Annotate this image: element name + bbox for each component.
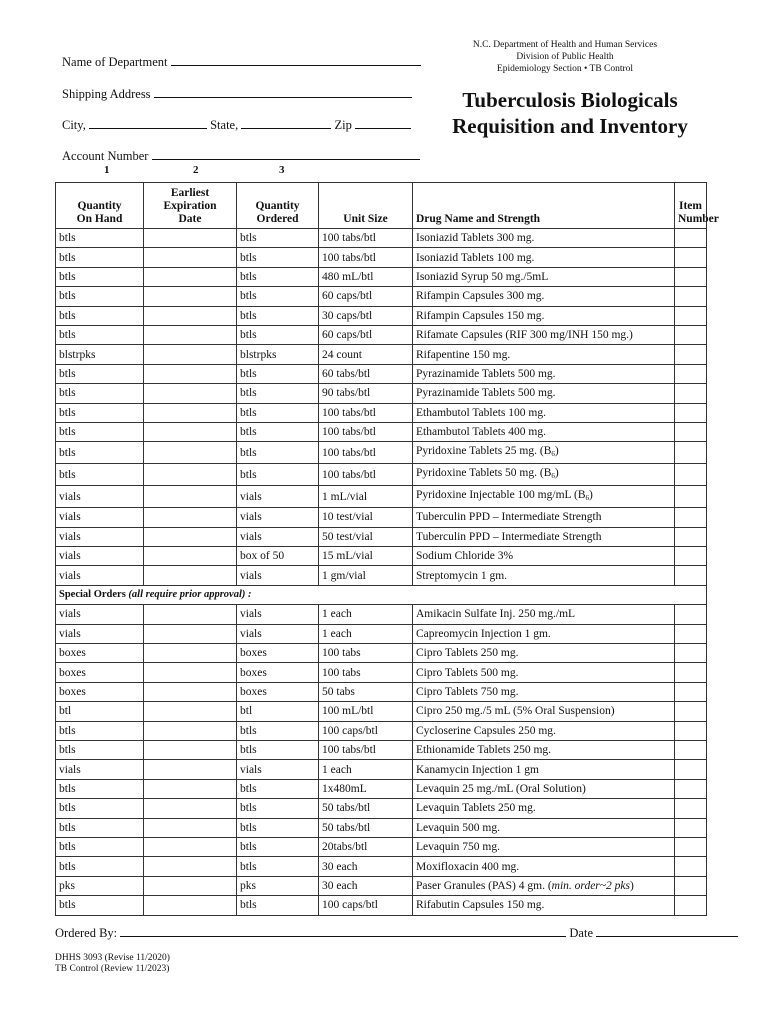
- on-hand-cell[interactable]: btls: [56, 306, 144, 325]
- expiration-cell[interactable]: [144, 837, 237, 856]
- drug-name-cell: Isoniazid Tablets 100 mg.: [413, 248, 675, 267]
- expiration-cell[interactable]: [144, 547, 237, 566]
- unit-size-cell: 15 mL/vial: [319, 547, 413, 566]
- expiration-cell[interactable]: [144, 325, 237, 344]
- expiration-cell[interactable]: [144, 364, 237, 383]
- expiration-cell[interactable]: [144, 760, 237, 779]
- on-hand-cell[interactable]: btls: [56, 740, 144, 759]
- table-row: [56, 364, 707, 383]
- on-hand-cell[interactable]: btls: [56, 857, 144, 876]
- on-hand-cell[interactable]: vials: [56, 508, 144, 527]
- on-hand-cell[interactable]: btls: [56, 837, 144, 856]
- unit-size-cell: 100 tabs/btl: [319, 248, 413, 267]
- zip-label: Zip: [334, 118, 352, 132]
- item-number-cell: [675, 422, 707, 441]
- expiration-cell[interactable]: [144, 682, 237, 701]
- table-row: [56, 287, 707, 306]
- ordered-by-label: Ordered By:: [55, 926, 118, 940]
- on-hand-cell[interactable]: vials: [56, 486, 144, 508]
- expiration-cell[interactable]: [144, 721, 237, 740]
- item-number-cell: [675, 721, 707, 740]
- unit-size-cell: 60 caps/btl: [319, 287, 413, 306]
- drug-name-cell: Sodium Chloride 3%: [413, 547, 675, 566]
- item-number-cell: [675, 403, 707, 422]
- ordered-cell[interactable]: box of 50: [237, 547, 319, 566]
- item-number-cell: [675, 702, 707, 721]
- table-row: [56, 702, 707, 721]
- item-number-cell: [675, 837, 707, 856]
- unit-size-cell: 60 tabs/btl: [319, 364, 413, 383]
- on-hand-cell[interactable]: vials: [56, 547, 144, 566]
- header-qty-on-hand: Quantity On Hand: [56, 183, 144, 229]
- ordered-cell[interactable]: btls: [237, 442, 319, 464]
- city-label: City,: [62, 118, 86, 132]
- table-row: [56, 682, 707, 701]
- shipping-label: Shipping Address: [62, 87, 151, 101]
- table-row: [56, 325, 707, 344]
- review-date: TB Control (Review 11/2023): [55, 964, 170, 974]
- ordered-cell[interactable]: vials: [237, 605, 319, 624]
- expiration-cell[interactable]: [144, 403, 237, 422]
- drug-name-cell: Rifamate Capsules (RIF 300 mg/INH 150 mg.): [413, 325, 675, 344]
- drug-name-cell: Streptomycin 1 gm.: [413, 566, 675, 585]
- table-row: [56, 624, 707, 643]
- drug-name-cell: Cipro Tablets 250 mg.: [413, 644, 675, 663]
- unit-size-cell: 30 each: [319, 876, 413, 895]
- table-row: [56, 248, 707, 267]
- unit-size-cell: 1 each: [319, 760, 413, 779]
- table-row: [56, 306, 707, 325]
- drug-name-cell: Moxifloxacin 400 mg.: [413, 857, 675, 876]
- unit-size-cell: 100 mL/btl: [319, 702, 413, 721]
- special-items: [56, 605, 707, 915]
- drug-name-cell: Isoniazid Tablets 300 mg.: [413, 229, 675, 248]
- ordered-cell[interactable]: vials: [237, 486, 319, 508]
- on-hand-cell[interactable]: btls: [56, 325, 144, 344]
- unit-size-cell: 30 caps/btl: [319, 306, 413, 325]
- on-hand-cell[interactable]: vials: [56, 527, 144, 546]
- department-label: Name of Department: [62, 55, 168, 69]
- item-number-cell: [675, 818, 707, 837]
- account-input-line[interactable]: [152, 148, 420, 160]
- expiration-cell[interactable]: [144, 248, 237, 267]
- state-input-line[interactable]: [241, 117, 331, 129]
- expiration-cell[interactable]: [144, 486, 237, 508]
- expiration-cell[interactable]: [144, 384, 237, 403]
- city-state-zip-field: [62, 117, 411, 133]
- ordered-cell[interactable]: blstrpks: [237, 345, 319, 364]
- ordered-cell[interactable]: boxes: [237, 663, 319, 682]
- expiration-cell[interactable]: [144, 267, 237, 286]
- ordered-cell[interactable]: btls: [237, 422, 319, 441]
- ordered-cell[interactable]: btls: [237, 364, 319, 383]
- table-row: [56, 837, 707, 856]
- ordered-cell[interactable]: btls: [237, 248, 319, 267]
- ordered-cell[interactable]: vials: [237, 624, 319, 643]
- drug-name-cell: Ethambutol Tablets 100 mg.: [413, 403, 675, 422]
- form-title: [430, 87, 710, 139]
- on-hand-cell[interactable]: btls: [56, 248, 144, 267]
- account-label: Account Number: [62, 149, 149, 163]
- item-number-cell: [675, 464, 707, 486]
- drug-name-cell: Levaquin Tablets 250 mg.: [413, 799, 675, 818]
- ordered-cell[interactable]: boxes: [237, 682, 319, 701]
- drug-name-cell: Cipro Tablets 750 mg.: [413, 682, 675, 701]
- ordered-cell[interactable]: btls: [237, 325, 319, 344]
- table-header-row: [56, 183, 707, 229]
- item-number-cell: [675, 325, 707, 344]
- table-row: [56, 896, 707, 915]
- expiration-cell[interactable]: [144, 306, 237, 325]
- item-number-cell: [675, 306, 707, 325]
- ordered-cell[interactable]: btls: [237, 403, 319, 422]
- city-input-line[interactable]: [89, 117, 207, 129]
- item-number-cell: [675, 364, 707, 383]
- table-row: [56, 508, 707, 527]
- table-row: [56, 566, 707, 585]
- expiration-cell[interactable]: [144, 896, 237, 915]
- unit-size-cell: 1 gm/vial: [319, 566, 413, 585]
- drug-name-cell: Ethambutol Tablets 400 mg.: [413, 422, 675, 441]
- on-hand-cell[interactable]: pks: [56, 876, 144, 895]
- item-number-cell: [675, 566, 707, 585]
- ordered-cell[interactable]: btls: [237, 229, 319, 248]
- table-row: [56, 547, 707, 566]
- unit-size-cell: 10 test/vial: [319, 508, 413, 527]
- item-number-cell: [675, 345, 707, 364]
- ordered-cell[interactable]: vials: [237, 527, 319, 546]
- expiration-cell[interactable]: [144, 624, 237, 643]
- ordered-cell[interactable]: vials: [237, 760, 319, 779]
- special-orders-label: Special Orders (all require prior approval) :: [56, 585, 707, 604]
- table-row: [56, 422, 707, 441]
- on-hand-cell[interactable]: btls: [56, 422, 144, 441]
- on-hand-cell[interactable]: btls: [56, 896, 144, 915]
- item-number-cell: [675, 876, 707, 895]
- item-number-cell: [675, 663, 707, 682]
- ordered-cell[interactable]: btls: [237, 837, 319, 856]
- ordered-cell[interactable]: btls: [237, 464, 319, 486]
- expiration-cell[interactable]: [144, 287, 237, 306]
- column-number-3: 3: [279, 164, 285, 176]
- drug-name-cell: Tuberculin PPD – Intermediate Strength: [413, 508, 675, 527]
- drug-name-cell: Rifampin Capsules 300 mg.: [413, 287, 675, 306]
- ordered-cell[interactable]: btls: [237, 896, 319, 915]
- table-row: [56, 663, 707, 682]
- expiration-cell[interactable]: [144, 876, 237, 895]
- unit-size-cell: 20tabs/btl: [319, 837, 413, 856]
- unit-size-cell: 100 caps/btl: [319, 896, 413, 915]
- table-row: [56, 229, 707, 248]
- ordered-cell[interactable]: btls: [237, 384, 319, 403]
- on-hand-cell[interactable]: boxes: [56, 663, 144, 682]
- on-hand-cell[interactable]: boxes: [56, 682, 144, 701]
- agency-line-3: Epidemiology Section • TB Control: [496, 64, 634, 74]
- account-field: [62, 148, 420, 164]
- ordered-cell[interactable]: btls: [237, 721, 319, 740]
- expiration-cell[interactable]: [144, 527, 237, 546]
- expiration-cell[interactable]: [144, 740, 237, 759]
- expiration-cell[interactable]: [144, 566, 237, 585]
- unit-size-cell: 480 mL/btl: [319, 267, 413, 286]
- drug-name-cell: Rifampin Capsules 150 mg.: [413, 306, 675, 325]
- unit-size-cell: 50 tabs/btl: [319, 799, 413, 818]
- header-unit-size: Unit Size: [319, 183, 413, 229]
- drug-name-cell: Levaquin 750 mg.: [413, 837, 675, 856]
- agency-line-2: Division of Public Health: [516, 52, 614, 62]
- expiration-cell[interactable]: [144, 345, 237, 364]
- date-label: Date: [569, 926, 593, 940]
- table-row: [56, 267, 707, 286]
- drug-name-cell: Pyridoxine Injectable 100 mg/mL $(B_6)$: [413, 486, 675, 508]
- header-item-number: Item Number: [675, 183, 707, 229]
- item-number-cell: [675, 896, 707, 915]
- unit-size-cell: 1 mL/vial: [319, 486, 413, 508]
- unit-size-cell: 100 tabs/btl: [319, 464, 413, 486]
- on-hand-cell[interactable]: vials: [56, 566, 144, 585]
- drug-name-cell: Pyridoxine Tablets 50 mg. $(B_6)$: [413, 464, 675, 486]
- unit-size-cell: 50 test/vial: [319, 527, 413, 546]
- item-number-cell: [675, 267, 707, 286]
- item-number-cell: [675, 442, 707, 464]
- table-row: [56, 760, 707, 779]
- ordered-cell[interactable]: vials: [237, 508, 319, 527]
- item-number-cell: [675, 384, 707, 403]
- drug-name-cell: Tuberculin PPD – Intermediate Strength: [413, 527, 675, 546]
- ordered-cell[interactable]: btls: [237, 799, 319, 818]
- drug-name-cell: Amikacin Sulfate Inj. 250 mg./mL: [413, 605, 675, 624]
- inventory-table: [55, 182, 719, 916]
- on-hand-cell[interactable]: btls: [56, 442, 144, 464]
- form-title-line-2: Requisition and Inventory: [452, 114, 688, 138]
- drug-name-cell: Capreomycin Injection 1 gm.: [413, 624, 675, 643]
- drug-name-cell: Levaquin 500 mg.: [413, 818, 675, 837]
- drug-name-cell: Cipro Tablets 500 mg.: [413, 663, 675, 682]
- drug-name-cell: Ethionamide Tablets 250 mg.: [413, 740, 675, 759]
- item-number-cell: [675, 547, 707, 566]
- shipping-field: [62, 86, 412, 102]
- expiration-cell[interactable]: [144, 229, 237, 248]
- ordered-cell[interactable]: btls: [237, 740, 319, 759]
- date-input-line[interactable]: [596, 925, 738, 937]
- ordered-by-field: [55, 925, 738, 941]
- form-footer: [55, 953, 170, 975]
- expiration-cell[interactable]: [144, 442, 237, 464]
- drug-name-cell: Cipro 250 mg./5 mL (5% Oral Suspension): [413, 702, 675, 721]
- unit-size-cell: 100 caps/btl: [319, 721, 413, 740]
- drug-name-cell: Cycloserine Capsules 250 mg.: [413, 721, 675, 740]
- unit-size-cell: 100 tabs/btl: [319, 442, 413, 464]
- item-number-cell: [675, 605, 707, 624]
- table-row: [56, 605, 707, 624]
- ordered-cell[interactable]: boxes: [237, 644, 319, 663]
- on-hand-cell[interactable]: btls: [56, 403, 144, 422]
- item-number-cell: [675, 248, 707, 267]
- drug-name-cell: Pyrazinamide Tablets 500 mg.: [413, 384, 675, 403]
- expiration-cell[interactable]: [144, 663, 237, 682]
- standard-items: [56, 229, 707, 586]
- ordered-cell[interactable]: vials: [237, 566, 319, 585]
- on-hand-cell[interactable]: boxes: [56, 644, 144, 663]
- unit-size-cell: 100 tabs: [319, 663, 413, 682]
- expiration-cell[interactable]: [144, 508, 237, 527]
- department-input-line[interactable]: [171, 54, 421, 66]
- unit-size-cell: 100 tabs/btl: [319, 422, 413, 441]
- unit-size-cell: 100 tabs/btl: [319, 403, 413, 422]
- state-label: State,: [210, 118, 239, 132]
- on-hand-cell[interactable]: btls: [56, 267, 144, 286]
- drug-name-cell: Rifabutin Capsules 150 mg.: [413, 896, 675, 915]
- unit-size-cell: 50 tabs/btl: [319, 818, 413, 837]
- table-row: [56, 818, 707, 837]
- unit-size-cell: 1x480mL: [319, 779, 413, 798]
- on-hand-cell[interactable]: btls: [56, 364, 144, 383]
- item-number-cell: [675, 857, 707, 876]
- unit-size-cell: 100 tabs/btl: [319, 740, 413, 759]
- form-title-line-1: Tuberculosis Biologicals: [462, 88, 678, 112]
- table-row: [56, 799, 707, 818]
- on-hand-cell[interactable]: btls: [56, 721, 144, 740]
- on-hand-cell[interactable]: btl: [56, 702, 144, 721]
- table-row: [56, 740, 707, 759]
- on-hand-cell[interactable]: btls: [56, 229, 144, 248]
- header-drug-name: Drug Name and Strength: [413, 183, 675, 229]
- item-number-cell: [675, 799, 707, 818]
- unit-size-cell: 50 tabs: [319, 682, 413, 701]
- expiration-cell[interactable]: [144, 644, 237, 663]
- shipping-input-line[interactable]: [154, 86, 412, 98]
- form-number: DHHS 3093 (Revise 11/2020): [55, 953, 170, 963]
- on-hand-cell[interactable]: btls: [56, 464, 144, 486]
- unit-size-cell: 60 caps/btl: [319, 325, 413, 344]
- unit-size-cell: 100 tabs/btl: [319, 229, 413, 248]
- expiration-cell[interactable]: [144, 857, 237, 876]
- ordered-cell[interactable]: btls: [237, 857, 319, 876]
- table-row: [56, 403, 707, 422]
- drug-name-cell: Rifapentine 150 mg.: [413, 345, 675, 364]
- on-hand-cell[interactable]: btls: [56, 384, 144, 403]
- on-hand-cell[interactable]: blstrpks: [56, 345, 144, 364]
- expiration-cell[interactable]: [144, 702, 237, 721]
- drug-name-cell: Kanamycin Injection 1 gm: [413, 760, 675, 779]
- unit-size-cell: 30 each: [319, 857, 413, 876]
- item-number-cell: [675, 682, 707, 701]
- header-earliest-expiration: Earliest Expiration Date: [144, 183, 237, 229]
- on-hand-cell[interactable]: btls: [56, 779, 144, 798]
- expiration-cell[interactable]: [144, 422, 237, 441]
- item-number-cell: [675, 644, 707, 663]
- header-qty-ordered: Quantity Ordered: [237, 183, 319, 229]
- agency-header: [440, 39, 690, 75]
- expiration-cell[interactable]: [144, 799, 237, 818]
- item-number-cell: [675, 624, 707, 643]
- on-hand-cell[interactable]: btls: [56, 287, 144, 306]
- zip-input-line[interactable]: [355, 117, 411, 129]
- item-number-cell: [675, 779, 707, 798]
- table-row: [56, 857, 707, 876]
- table-row: [56, 345, 707, 364]
- ordered-cell[interactable]: btls: [237, 779, 319, 798]
- on-hand-cell[interactable]: btls: [56, 818, 144, 837]
- on-hand-cell[interactable]: btls: [56, 799, 144, 818]
- drug-name-cell: Paser Granules (PAS) 4 gm. (min. order~2 pks): [413, 876, 675, 895]
- expiration-cell[interactable]: [144, 818, 237, 837]
- table-row: [56, 876, 707, 895]
- ordered-cell[interactable]: btls: [237, 287, 319, 306]
- table-row: [56, 721, 707, 740]
- ordered-cell[interactable]: pks: [237, 876, 319, 895]
- ordered-cell[interactable]: btls: [237, 818, 319, 837]
- ordered-cell[interactable]: btls: [237, 267, 319, 286]
- drug-name-cell: Isoniazid Syrup 50 mg./5mL: [413, 267, 675, 286]
- item-number-cell: [675, 287, 707, 306]
- item-number-cell: [675, 508, 707, 527]
- unit-size-cell: 1 each: [319, 605, 413, 624]
- unit-size-cell: 1 each: [319, 624, 413, 643]
- table-row: [56, 442, 707, 464]
- ordered-cell[interactable]: btl: [237, 702, 319, 721]
- drug-name-cell: Pyrazinamide Tablets 500 mg.: [413, 364, 675, 383]
- expiration-cell[interactable]: [144, 605, 237, 624]
- expiration-cell[interactable]: [144, 779, 237, 798]
- column-number-1: 1: [104, 164, 110, 176]
- item-number-cell: [675, 229, 707, 248]
- item-number-cell: [675, 740, 707, 759]
- on-hand-cell[interactable]: vials: [56, 605, 144, 624]
- agency-line-1: N.C. Department of Health and Human Services: [472, 40, 658, 50]
- special-orders-header-row: [56, 585, 707, 604]
- unit-size-cell: 100 tabs: [319, 644, 413, 663]
- column-number-2: 2: [193, 164, 199, 176]
- drug-name-cell: Pyridoxine Tablets 25 mg. $(B_6)$: [413, 442, 675, 464]
- ordered-by-input-line[interactable]: [120, 925, 566, 937]
- table-row: [56, 486, 707, 508]
- table-row: [56, 384, 707, 403]
- table-row: [56, 527, 707, 546]
- drug-name-cell: Levaquin 25 mg./mL (Oral Solution): [413, 779, 675, 798]
- special-orders-section: [56, 585, 707, 604]
- table-row: [56, 644, 707, 663]
- unit-size-cell: 90 tabs/btl: [319, 384, 413, 403]
- department-field: [62, 54, 421, 70]
- item-number-cell: [675, 486, 707, 508]
- table-row: [56, 779, 707, 798]
- on-hand-cell[interactable]: vials: [56, 760, 144, 779]
- on-hand-cell[interactable]: vials: [56, 624, 144, 643]
- item-number-cell: [675, 760, 707, 779]
- item-number-cell: [675, 527, 707, 546]
- expiration-cell[interactable]: [144, 464, 237, 486]
- unit-size-cell: 24 count: [319, 345, 413, 364]
- table-row: [56, 464, 707, 486]
- ordered-cell[interactable]: btls: [237, 306, 319, 325]
